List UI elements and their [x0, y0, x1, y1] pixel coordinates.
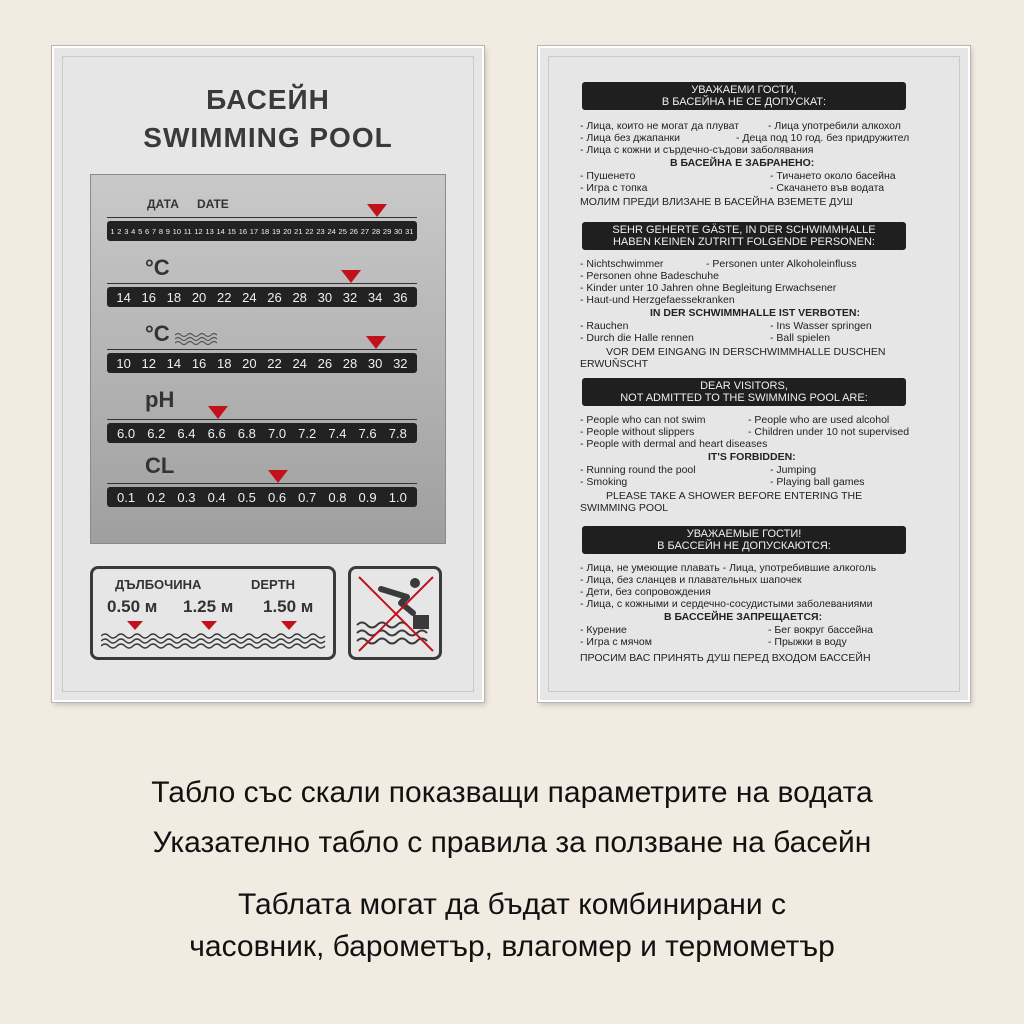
date-scale-bar [107, 221, 417, 241]
rule-text: - Лица, с кожными и сердечно-сосудистыми заболеваниями [580, 598, 873, 610]
air-temp-tick-label: 34 [367, 289, 383, 305]
rules-shower-note-de: VOR DEM EINGANG IN DERSCHWIMMHALLE DUSCHEN [606, 346, 886, 358]
air-temp-tick-label: 36 [393, 289, 408, 305]
chlorine-label: CL [145, 453, 175, 478]
air-temperature-label: °C [145, 255, 170, 280]
ph-tick-label: 7.6 [358, 425, 377, 441]
rules-header-en-line1: DEAR VISITORS, [700, 380, 788, 392]
rule-text: - Курение [580, 624, 627, 636]
date-tick-label: 8 [158, 226, 163, 236]
cl-tick-label: 0.7 [298, 489, 317, 505]
rule-text: - Playing ball games [770, 476, 865, 488]
rules-forbidden-heading-en: IT'S FORBIDDEN: [708, 451, 796, 463]
cl-tick-label: 0.1 [117, 489, 136, 505]
water-parameters-board [52, 46, 484, 702]
rules-header-de-line1: SEHR GEHERTE GÄSTE, IN DER SCHWIMMHALLE [612, 224, 876, 236]
depth-indicator [90, 566, 336, 660]
ph-tick-label: 7.2 [298, 425, 317, 441]
water-temp-tick-label: 22 [267, 355, 282, 371]
rules-shower-note-ru: ПРОСИМ ВАС ПРИНЯТЬ ДУШ ПЕРЕД ВХОДОМ БАССЕЙН [580, 652, 871, 664]
water-temp-tick-label: 20 [242, 355, 257, 371]
water-temperature-label: °C [145, 321, 170, 346]
ph-tick-label: 6.0 [117, 425, 136, 441]
rules-forbidden-heading-bg: В БАСЕЙНА Е ЗАБРАНЕНО: [670, 157, 815, 169]
air-temp-tick-label: 22 [216, 289, 232, 305]
ph-tick-label: 6.8 [237, 425, 256, 441]
air-temperature-scale-bar [107, 287, 417, 307]
no-jumping-sign [348, 566, 442, 660]
rule-text: - Скачането във водата [770, 182, 885, 194]
date-tick-label: 1 [110, 226, 115, 236]
rule-text: - Лица с кожни и сърдечно-съдови заболявания [580, 144, 814, 156]
pool-rules-board [538, 46, 970, 702]
rule-text: - Running round the pool [580, 464, 696, 476]
cl-tick-label: 1.0 [388, 489, 407, 505]
water-temp-tick-label: 30 [367, 355, 383, 371]
ph-pointer [208, 406, 228, 419]
rule-text: - Jumping [770, 464, 817, 476]
rule-text: - Personen ohne Badeschuhe [580, 270, 719, 282]
rule-text: - Лица, без сланцев и плавательных шапочек [580, 574, 802, 586]
rules-header-ru [582, 526, 906, 554]
rules-forbidden-heading-ru: В БАССЕЙНЕ ЗАПРЕЩАЕТСЯ: [664, 611, 823, 623]
rules-header-bg-line2: В БАСЕЙНА НЕ СЕ ДОПУСКАТ: [661, 96, 827, 108]
date-label-bg: ДАТА [147, 197, 179, 211]
depth-water-waves-icon [101, 631, 327, 651]
rule-text: - Durch die Halle rennen [580, 332, 694, 344]
depth-value-1: 0.50 м [107, 597, 158, 616]
ph-tick-label: 7.8 [388, 425, 407, 441]
ph-tick-label: 7.0 [267, 425, 287, 441]
board-title-bg: БАСЕЙН [206, 84, 330, 115]
cl-pointer [268, 470, 288, 483]
rule-text: - Бег вокруг бассейна [768, 624, 873, 636]
rules-header-bg-line1: УВАЖАЕМИ ГОСТИ, [691, 84, 797, 96]
date-tick-label: 23 [316, 226, 325, 236]
water-temp-tick-label: 32 [393, 355, 408, 371]
rule-text: - Smoking [580, 476, 628, 488]
caption-line-4: часовник, барометър, влагомер и термометър [189, 930, 835, 963]
rule-text: - Прыжки в воду [768, 636, 847, 648]
caption-line-2: Указателно табло с правила за ползване на басейн [152, 826, 872, 859]
depth-value-3: 1.50 м [263, 597, 314, 616]
caption-line-3: Таблата могат да бъдат комбинирани с [238, 888, 786, 921]
air-temp-tick-label: 28 [292, 289, 307, 305]
water-temp-tick-label: 24 [292, 355, 307, 371]
rules-header-bg [582, 82, 906, 110]
date-tick-label: 28 [371, 226, 381, 236]
air-temp-tick-label: 26 [267, 289, 282, 305]
rule-text: - Лица, не умеющие плавать - Лица, употребившие алкоголь [580, 562, 877, 574]
rules-header-ru-line1: УВАЖАЕМЫЕ ГОСТИ! [686, 528, 802, 540]
chlorine-scale-line [107, 483, 417, 484]
water-waves-icon [175, 331, 221, 345]
rules-forbidden-heading-de: IN DER SCHWIMMHALLE IST VERBOTEN: [650, 307, 860, 319]
water-temp-tick-label: 26 [317, 355, 333, 371]
water-temperature-scale-bar [107, 353, 417, 373]
cl-tick-label: 0.2 [147, 489, 166, 505]
rules-header-en-line2: NOT ADMITTED TO THE SWIMMING POOL ARE: [620, 392, 868, 404]
rule-text: - Children under 10 not supervised [748, 426, 910, 438]
cl-tick-label: 0.3 [177, 489, 196, 505]
depth-value-2: 1.25 м [183, 597, 234, 616]
rules-shower-note-en: PLEASE TAKE A SHOWER BEFORE ENTERING THE [606, 490, 863, 502]
date-tick-label: 24 [327, 226, 336, 236]
air-temp-tick-label: 20 [191, 289, 207, 305]
depth-pointer-1 [127, 621, 143, 630]
rule-text: - Лица, които не могат да плуват [580, 120, 740, 132]
rule-text: - Kinder unter 10 Jahren ohne Begleitung Erwachsener [580, 282, 837, 294]
date-tick-label: 25 [338, 226, 347, 236]
date-tick-label: 9 [165, 226, 170, 236]
depth-label-bg: ДЪЛБОЧИНА [115, 577, 202, 592]
ph-tick-label: 7.4 [328, 425, 347, 441]
cl-tick-label: 0.9 [358, 489, 377, 505]
rule-text: - Personen unter Alkoholeinfluss [706, 258, 857, 270]
rule-text: - Ball spielen [770, 332, 831, 344]
water-temp-tick-label: 18 [216, 355, 232, 371]
rule-text: - Haut-und Herzgefaessekranken [580, 294, 735, 306]
rule-text: - Nichtschwimmer [580, 258, 664, 270]
date-tick-label: 29 [382, 226, 392, 236]
air-temp-tick-label: 14 [116, 289, 131, 305]
air-temperature-scale-line [107, 283, 417, 284]
date-tick-label: 10 [172, 226, 182, 236]
date-tick-label: 15 [227, 226, 236, 236]
water-temp-tick-label: 12 [141, 355, 156, 371]
date-tick-label: 2 [117, 226, 122, 236]
date-tick-label: 14 [216, 226, 225, 236]
water-temp-tick-label: 10 [116, 355, 131, 371]
rule-text: - People without slippers [580, 426, 695, 438]
rule-text: - Деца под 10 год. без придружител [736, 132, 910, 144]
date-tick-label: 12 [194, 226, 203, 236]
depth-label-en: DEPTH [251, 577, 296, 592]
rules-header-de-line2: HABEN KEINEN ZUTRITT FOLGENDE PERSONEN: [612, 236, 875, 248]
air-temp-tick-label: 24 [242, 289, 257, 305]
cl-tick-label: 0.6 [267, 489, 287, 505]
chlorine-scale-bar [107, 487, 417, 507]
date-tick-label: 3 [124, 226, 129, 236]
water-temp-pointer [366, 336, 386, 349]
rule-text: - Лица без джапанки [580, 132, 680, 144]
date-scale-line [107, 217, 417, 218]
ph-scale-bar [107, 423, 417, 443]
rule-text: - People who are used alcohol [748, 414, 890, 426]
ph-tick-label: 6.6 [207, 425, 226, 441]
date-tick-label: 13 [205, 226, 214, 236]
rule-text: - Дети, без сопровождения [580, 586, 711, 598]
rules-header-ru-line2: В БАССЕЙН НЕ ДОПУСКАЮТСЯ: [657, 540, 831, 552]
rule-text: - Лица употребили алкохол [768, 120, 901, 132]
date-tick-label: 7 [151, 226, 157, 236]
scales-panel [90, 174, 446, 544]
rule-text: - Rauchen [580, 320, 629, 332]
date-tick-label: 31 [405, 226, 414, 236]
rules-shower-note-de-cont: ERWUŇSCHT [580, 358, 649, 370]
rule-text: - Тичането около басейна [770, 170, 896, 182]
date-tick-label: 30 [394, 226, 403, 236]
air-temp-tick-label: 16 [141, 289, 156, 305]
ph-tick-label: 6.2 [147, 425, 166, 441]
rules-shower-note-bg: МОЛИМ ПРЕДИ ВЛИЗАНЕ В БАСЕЙНА ВЗЕМЕТЕ ДУШ [580, 196, 853, 208]
date-tick-label: 5 [138, 226, 143, 236]
date-tick-label: 6 [144, 226, 150, 236]
no-jumping-icon [351, 569, 439, 657]
date-tick-label: 26 [349, 226, 358, 236]
date-label-en: DATE [197, 197, 229, 211]
depth-pointer-3 [281, 621, 297, 630]
cl-tick-label: 0.4 [207, 489, 226, 505]
date-tick-label: 22 [305, 226, 314, 236]
rules-shower-note-en-cont: SWIMMING POOL [580, 502, 669, 514]
rule-text: - Пушенето [580, 170, 636, 182]
rules-header-en [582, 378, 906, 406]
date-tick-label: 21 [294, 226, 303, 236]
water-temp-tick-label: 16 [191, 355, 207, 371]
date-tick-label: 4 [131, 226, 136, 236]
rule-text: - Ins Wasser springen [770, 320, 872, 332]
rules-header-de [582, 222, 906, 250]
depth-pointer-2 [201, 621, 217, 630]
date-tick-label: 18 [260, 226, 270, 236]
water-temp-tick-label: 14 [166, 355, 182, 371]
air-temp-tick-label: 18 [166, 289, 182, 305]
ph-label: pH [145, 387, 175, 412]
rule-text: - Игра с топка [580, 182, 648, 194]
air-temp-tick-label: 30 [317, 289, 333, 305]
cl-tick-label: 0.8 [328, 489, 347, 505]
rule-text: - Игра с мячом [580, 636, 652, 648]
board-title-en: SWIMMING POOL [143, 122, 393, 153]
cl-tick-label: 0.5 [237, 489, 256, 505]
rule-text: - People who can not swim [580, 414, 706, 426]
date-pointer [367, 204, 387, 217]
air-temp-pointer [341, 270, 361, 283]
water-temperature-scale-line [107, 349, 417, 350]
caption-line-1: Табло със скали показващи параметрите на водата [151, 776, 873, 809]
ph-tick-label: 6.4 [177, 425, 196, 441]
ph-scale-line [107, 419, 417, 420]
date-tick-label: 17 [249, 226, 259, 236]
date-tick-label: 20 [283, 226, 292, 236]
date-tick-label: 19 [271, 226, 281, 236]
date-tick-label: 16 [238, 226, 248, 236]
air-temp-tick-label: 32 [342, 289, 358, 305]
rule-text: - People with dermal and heart diseases [580, 438, 768, 450]
date-tick-label: 11 [183, 226, 192, 236]
water-temp-tick-label: 28 [342, 355, 358, 371]
date-tick-label: 27 [360, 226, 370, 236]
